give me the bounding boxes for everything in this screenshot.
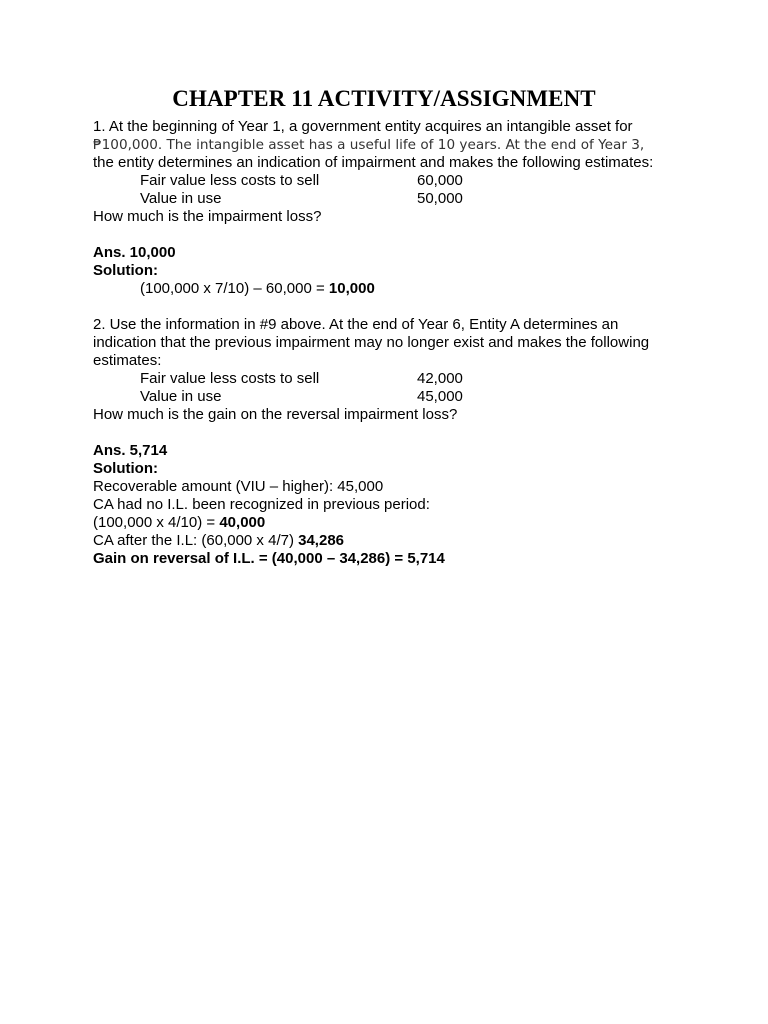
- q1-answer: Ans. 10,000: [93, 244, 176, 261]
- q2-text-line-1: 2. Use the information in #9 above. At the end of Year 6, Entity A determines an: [93, 316, 619, 333]
- q1-solution-result: 10,000: [328, 280, 375, 297]
- q2-row-label: Value in use: [140, 388, 222, 405]
- q2-recoverable-amount: Recoverable amount (VIU – higher): 45,000: [93, 478, 384, 495]
- q1-solution-expression: (100,000 x 7/10) – 60,000 =: [140, 280, 329, 297]
- q2-ca-after-result: 34,286: [298, 532, 345, 549]
- q2-ca-after-expression: CA after the I.L: (60,000 x 4/7): [93, 532, 299, 549]
- q1-row-value: 50,000: [417, 190, 463, 207]
- q2-row-label: Fair value less costs to sell: [140, 370, 320, 387]
- q1-solution-label: Solution:: [93, 262, 158, 279]
- q2-carrying-amount-line: [93, 514, 265, 532]
- q2-carrying-amount-note: CA had no I.L. been recognized in previous period:: [93, 496, 430, 513]
- q2-carrying-amount-expression: (100,000 x 4/10) =: [93, 514, 220, 531]
- q2-text-line-2: indication that the previous impairment may no longer exist and makes the following: [93, 334, 650, 351]
- q2-solution-label: Solution:: [93, 460, 158, 477]
- q2-row-value: 42,000: [417, 370, 463, 387]
- q2-text-line-3: estimates:: [93, 352, 162, 369]
- q2-question: How much is the gain on the reversal impairment loss?: [93, 406, 458, 423]
- q1-row-label: Value in use: [140, 190, 222, 207]
- q1-solution-line: [140, 280, 375, 298]
- q2-ca-after-line: [93, 532, 344, 550]
- q1-text-line-1: 1. At the beginning of Year 1, a government entity acquires an intangible asset for: [93, 118, 633, 135]
- q1-row-label: Fair value less costs to sell: [140, 172, 320, 189]
- q1-text-line-3: the entity determines an indication of impairment and makes the following estimates:: [93, 154, 654, 171]
- q2-answer: Ans. 5,714: [93, 442, 168, 459]
- page-title: CHAPTER 11 ACTIVITY/ASSIGNMENT: [172, 86, 596, 111]
- q2-carrying-amount-result: 40,000: [219, 514, 266, 531]
- q1-row-value: 60,000: [417, 172, 463, 189]
- q2-row-value: 45,000: [417, 388, 463, 405]
- q1-text-line-2: ₱100,000. The intangible asset has a useful life of 10 years. At the end of Year 3,: [93, 137, 645, 153]
- q1-question: How much is the impairment loss?: [93, 208, 322, 225]
- q2-gain-on-reversal: Gain on reversal of I.L. = (40,000 – 34,286) = 5,714: [93, 550, 445, 567]
